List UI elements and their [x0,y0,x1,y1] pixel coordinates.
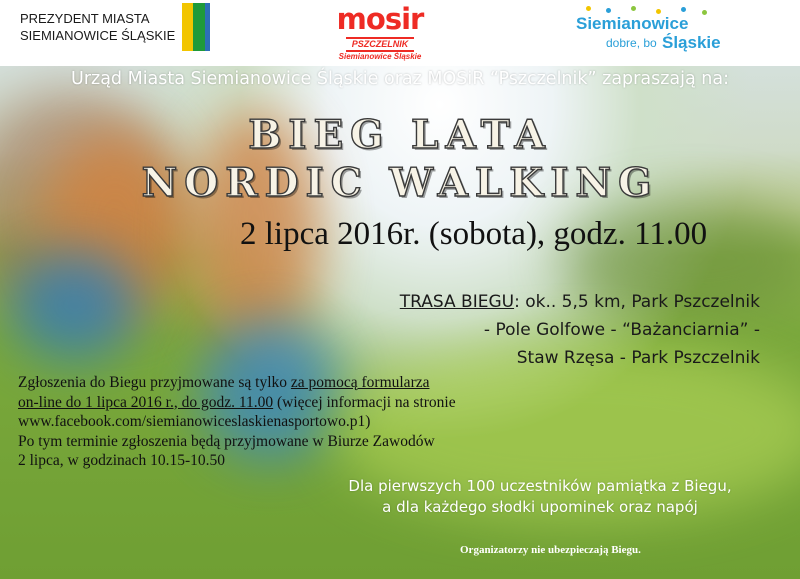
mosir-logo-pszczelnik: PSZCZELNIK [346,37,415,52]
siemianowice-logo [576,6,726,64]
route-info [400,288,760,372]
registration-line-1-a: Zgłoszenia do Biegu przyjmowane są tylko [18,374,291,391]
siemianowice-logo-slaskie: Śląskie [662,33,721,52]
mosir-logo-city: Siemianowice Śląskie [338,52,422,61]
prezydent-logo-text [20,10,175,44]
logo-dot [631,6,636,11]
siemianowice-logo-tagline: dobre, bo [606,36,657,50]
registration-facebook-url: www.facebook.com/siemianowiceslaskienasportowo.p1) [18,413,371,431]
route-line-3: Staw Rzęsa - Park Pszczelnik [516,348,760,368]
stripe-yellow [182,3,193,51]
route-line-1-text: : ok.. 5,5 km, Park Pszczelnik [514,292,760,312]
route-line-2: - Pole Golfowe - “Bażanciarnia” - [483,320,760,340]
event-date: 2 lipca 2016r. (sobota), godz. 11.00 [240,216,708,252]
registration-info [18,373,456,471]
route-line-1 [400,288,760,316]
prezydent-line-1: PREZYDENT MIASTA [20,11,150,26]
logo-dot [681,7,686,12]
logo-dot [702,10,707,15]
route-label: TRASA BIEGU [399,292,515,312]
stripe-blue [205,3,210,51]
registration-line-1 [18,373,456,393]
stripe-green [193,3,205,51]
blurred-shoe-left [10,250,140,360]
souvenir-line-2: a dla każdego słodki upominek oraz napój [382,498,698,516]
prezydent-stripes-icon [182,3,212,51]
siemianowice-logo-word: Siemianowice [576,14,689,33]
insurance-disclaimer: Organizatorzy nie ubezpieczają Biegu. [460,544,641,556]
logo-dot [586,6,591,11]
registration-line-5: 2 lipca, w godzinach 10.15-10.50 [18,452,226,470]
registration-line-2 [18,393,456,413]
logo-dot [606,8,611,13]
souvenir-line-1: Dla pierwszych 100 uczestników pamiątka z Biegu, [348,477,732,495]
registration-line-4: Po tym terminie zgłoszenia będą przyjmowane w Biurze Zawodów [18,432,435,450]
invitation-line: Urząd Miasta Siemianowice Śląskie oraz MOSiR “Pszczelnik” zapraszają na: [71,69,729,89]
registration-deadline: on-line do 1 lipca 2016 r., do godz. 11.00 [18,393,274,411]
registration-form-link: za pomocą formularza [290,374,430,391]
event-title-line-2: NORDIC WALKING [141,160,659,206]
mosir-logo-word: mosir [336,2,424,36]
mosir-logo [320,4,440,60]
prezydent-line-2: SIEMIANOWICE ŚLĄSKIE [20,28,176,43]
event-title-line-1: BIEG LATA [248,112,552,158]
souvenir-info [310,476,770,518]
registration-line-2-b: (więcej informacji na stronie [273,393,456,411]
